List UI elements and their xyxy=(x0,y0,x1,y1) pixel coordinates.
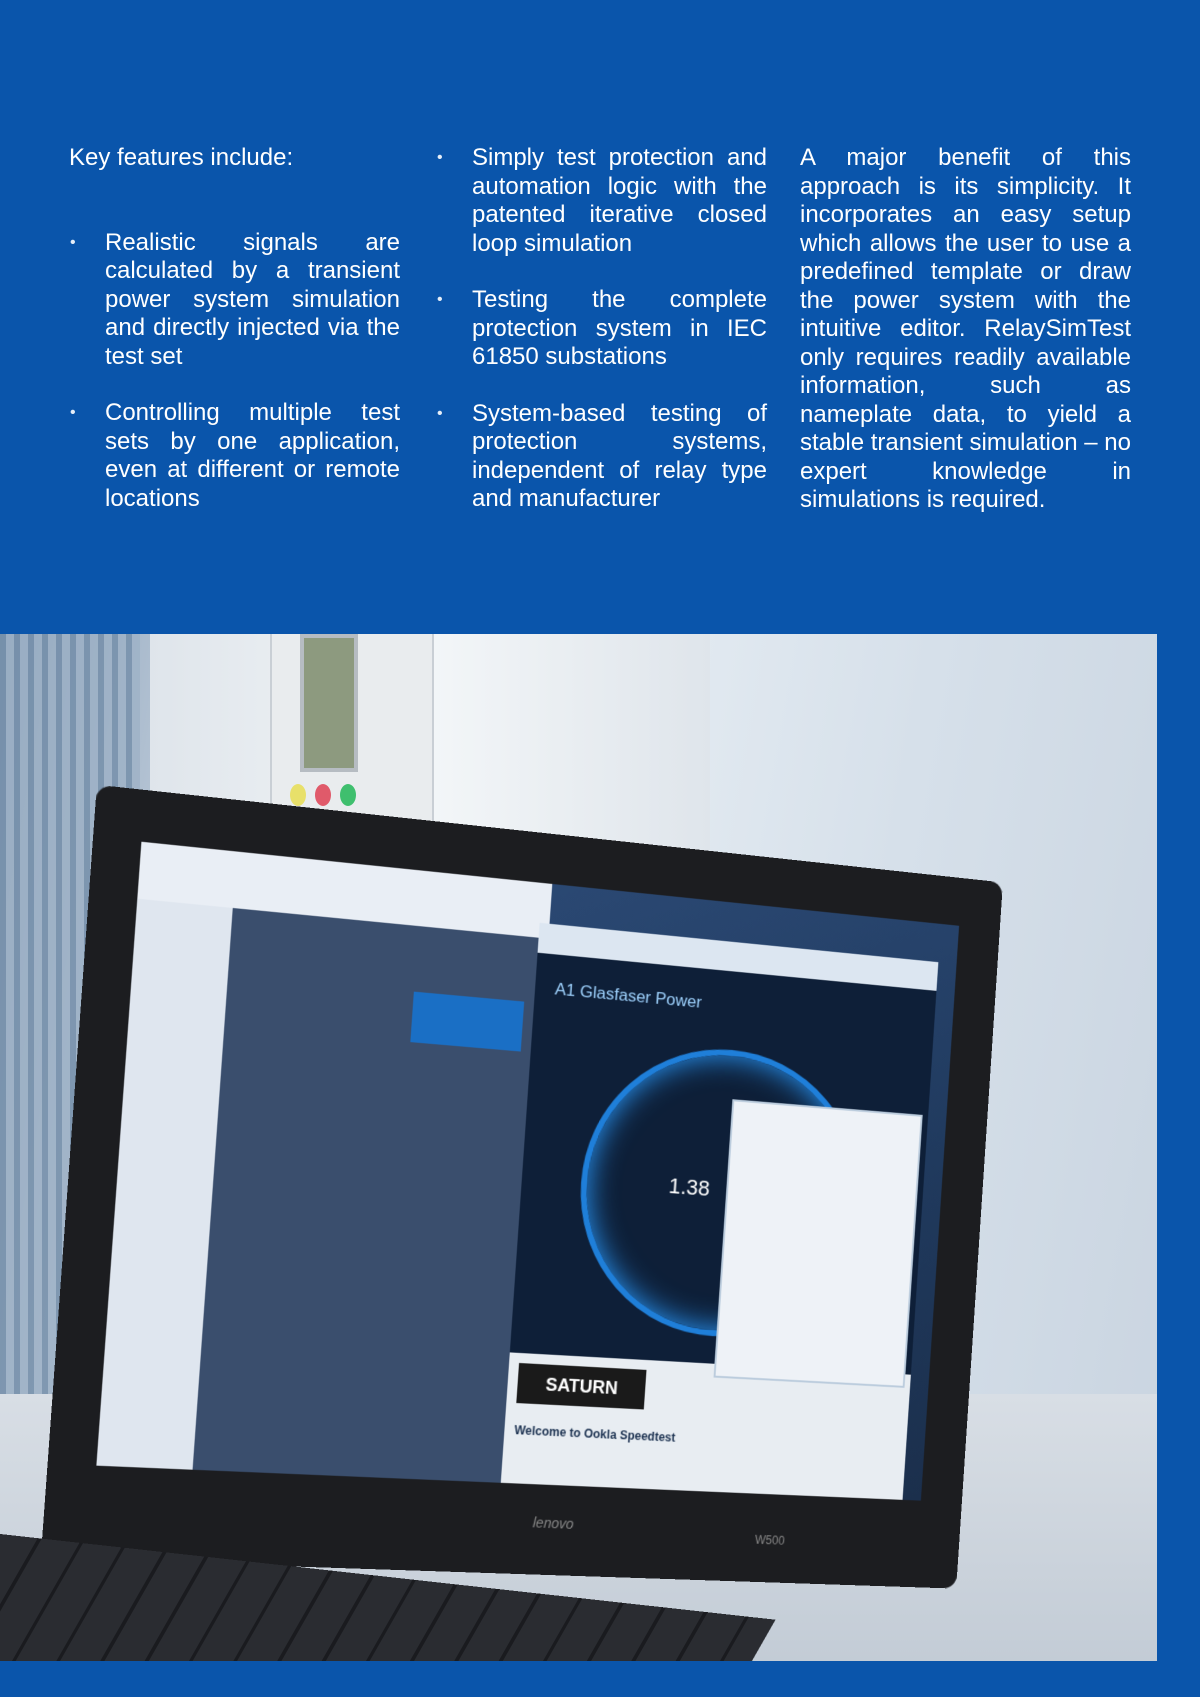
bottom-band xyxy=(0,1661,1200,1697)
column-1 xyxy=(69,144,400,541)
welcome-heading: Welcome to Ookla Speedtest xyxy=(513,1423,676,1445)
laptop-model: W500 xyxy=(754,1532,786,1548)
feature-item: • Simply test protection and automation logic with the patented iterative closed loop simulation xyxy=(436,144,767,258)
software-sidebar xyxy=(96,899,232,1470)
yellow-led xyxy=(290,784,306,806)
software-blue-block xyxy=(410,992,524,1052)
benefit-paragraph: A major benefit of this approach is its simplicity. It incorporates an easy setup which allows the user to use a predefined template or draw the power system with the intuitive editor. RelaySimTest only requires readily available information, such as nameplate data, to yield a stable transient simulation – no expert knowledge in simulations is required. xyxy=(800,144,1131,513)
green-led xyxy=(340,784,356,806)
participants-panel xyxy=(714,1099,923,1388)
store-logo: SATURN xyxy=(516,1363,646,1409)
feature-item: • Controlling multiple test sets by one application, even at different or remote locations xyxy=(69,399,400,513)
feature-columns xyxy=(69,144,1131,544)
speedtest-title: A1 Glasfaser Power xyxy=(554,979,703,1012)
features-list-1 xyxy=(69,229,400,514)
relay-display xyxy=(300,634,358,772)
laptop-screen xyxy=(96,842,959,1501)
column-2 xyxy=(436,144,767,542)
feature-item: • Testing the complete protection system in IEC 61850 substations xyxy=(436,286,767,372)
features-list-2 xyxy=(436,144,767,514)
feature-item: • System-based testing of protection systems, independent of relay type and manufacturer xyxy=(436,400,767,514)
laptop-brand: lenovo xyxy=(532,1514,575,1532)
column-3 xyxy=(800,144,1131,515)
laptop-photo xyxy=(0,634,1157,1661)
red-led xyxy=(315,784,331,806)
speed-value: 1.38 xyxy=(667,1173,711,1201)
laptop xyxy=(41,785,1003,1589)
features-intro: Key features include: xyxy=(69,144,294,171)
feature-item: • Realistic signals are calculated by a transient power system simulation and directly injected via the test set xyxy=(69,229,400,372)
software-window xyxy=(96,842,552,1484)
browser-toolbar xyxy=(538,923,939,991)
